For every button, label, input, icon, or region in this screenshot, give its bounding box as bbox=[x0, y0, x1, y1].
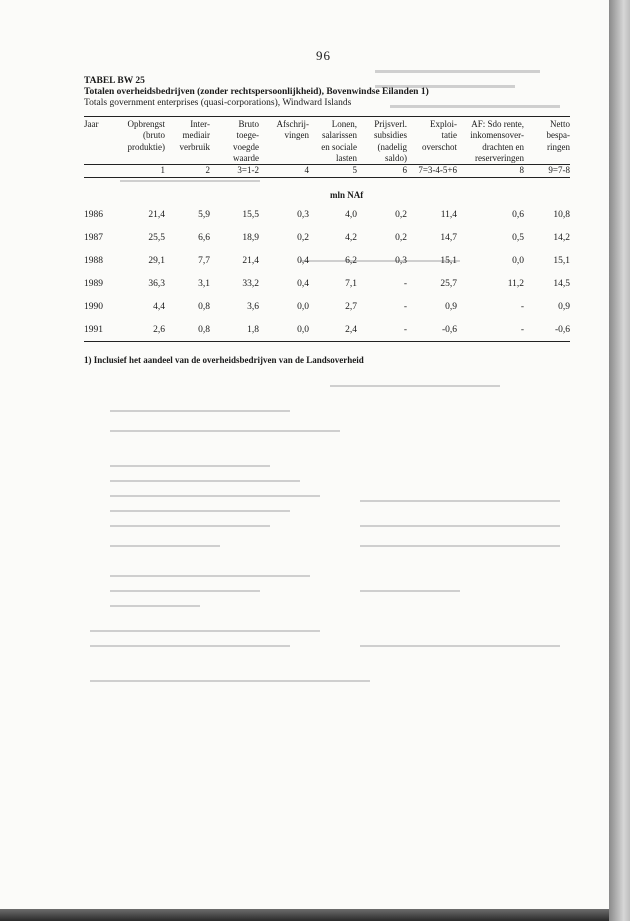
table-cell: 3,6 bbox=[247, 302, 259, 312]
column-number: 1 bbox=[160, 165, 165, 175]
table-cell: 0,9 bbox=[445, 302, 457, 312]
table-cell: 0,2 bbox=[395, 233, 407, 243]
table-cell: 0,9 bbox=[558, 302, 570, 312]
table-cell: 4,2 bbox=[345, 233, 357, 243]
table-cell: 14,7 bbox=[440, 233, 457, 243]
table-cell: 25,7 bbox=[440, 279, 457, 289]
table-cell: -0,6 bbox=[554, 325, 570, 335]
table-cell: 0,3 bbox=[395, 256, 407, 266]
table-cell: 3,1 bbox=[198, 279, 210, 289]
table-cell: 0,2 bbox=[297, 233, 309, 243]
table-cell: 6,6 bbox=[198, 233, 210, 243]
table-cell: 7,7 bbox=[198, 256, 210, 266]
table-cell: 21,4 bbox=[242, 256, 259, 266]
column-number: 7=3-4-5+6 bbox=[418, 165, 457, 175]
table-cell: 0,8 bbox=[198, 325, 210, 335]
page-bottom-shadow bbox=[0, 909, 609, 921]
table-cell: 6,2 bbox=[345, 256, 357, 266]
table-cell: 18,9 bbox=[242, 233, 259, 243]
table-cell: 15,5 bbox=[242, 210, 259, 220]
table-cell: 33,2 bbox=[242, 279, 259, 289]
header-intermediate-use: Inter- mediair verbruik bbox=[179, 119, 210, 152]
table-cell: - bbox=[403, 302, 407, 312]
row-year: 1989 bbox=[84, 279, 103, 289]
unit-label: mln NAf bbox=[330, 190, 364, 200]
table-cell: 10,8 bbox=[553, 210, 570, 220]
table-cell: 21,4 bbox=[148, 210, 165, 220]
column-number: 8 bbox=[519, 165, 524, 175]
table-cell: 2,6 bbox=[153, 325, 165, 335]
header-operating-surplus: Exploi- tatie overschot bbox=[422, 119, 457, 152]
table-bottom-rule bbox=[84, 341, 570, 342]
row-year: 1991 bbox=[84, 325, 103, 335]
header-price-subsidies: Prijsverl. subsidies (nadelig saldo) bbox=[373, 119, 407, 163]
table-cell: 0,3 bbox=[297, 210, 309, 220]
header-net-savings: Netto bespa- ringen bbox=[546, 119, 570, 152]
table-cell: -0,6 bbox=[441, 325, 457, 335]
table-cell: - bbox=[520, 302, 524, 312]
table-cell: 14,2 bbox=[553, 233, 570, 243]
table-cell: 0,0 bbox=[297, 302, 309, 312]
table-cell: 0,2 bbox=[395, 210, 407, 220]
column-number: 6 bbox=[402, 165, 407, 175]
column-number: 5 bbox=[352, 165, 357, 175]
column-number: 4 bbox=[304, 165, 309, 175]
header-gross-revenue: Opbrengst (bruto produktie) bbox=[127, 119, 165, 152]
table-cell: 0,6 bbox=[512, 210, 524, 220]
table-cell: 15,1 bbox=[553, 256, 570, 266]
row-year: 1986 bbox=[84, 210, 103, 220]
header-wages: Lonen, salarissen en sociale lasten bbox=[321, 119, 357, 163]
header-year: Jaar bbox=[84, 119, 99, 129]
table-cell: 0,4 bbox=[297, 256, 309, 266]
table-title-dutch: Totalen overheidsbedrijven (zonder rechtspersoonlijkheid), Bovenwindse Eilanden 1) bbox=[84, 87, 429, 97]
table-cell: 11,4 bbox=[440, 210, 457, 220]
column-number: 9=7-8 bbox=[548, 165, 570, 175]
table-cell: 29,1 bbox=[148, 256, 165, 266]
table-top-rule bbox=[84, 116, 570, 117]
table-cell: 15,1 bbox=[440, 256, 457, 266]
table-cell: - bbox=[520, 325, 524, 335]
header-gross-value-added: Bruto toege- voegde waarde bbox=[233, 119, 259, 163]
column-number: 2 bbox=[205, 165, 210, 175]
row-year: 1988 bbox=[84, 256, 103, 266]
header-net-transfers: AF: Sdo rente, inkomensover- drachten en reserveringen bbox=[470, 119, 524, 163]
column-number-rule bbox=[84, 177, 570, 178]
table-cell: - bbox=[403, 279, 407, 289]
table-cell: 0,5 bbox=[512, 233, 524, 243]
table-cell: 36,3 bbox=[148, 279, 165, 289]
table-cell: 7,1 bbox=[345, 279, 357, 289]
table-cell: 2,4 bbox=[345, 325, 357, 335]
table-cell: 1,8 bbox=[247, 325, 259, 335]
table-cell: 11,2 bbox=[507, 279, 524, 289]
table-cell: 25,5 bbox=[148, 233, 165, 243]
page-number: 96 bbox=[316, 48, 331, 63]
row-year: 1990 bbox=[84, 302, 103, 312]
table-cell: 2,7 bbox=[345, 302, 357, 312]
table-cell: 14,5 bbox=[553, 279, 570, 289]
table-cell: 0,0 bbox=[512, 256, 524, 266]
table-cell: - bbox=[403, 325, 407, 335]
header-depreciation: Afschrij- vingen bbox=[276, 119, 309, 141]
table-cell: 0,0 bbox=[297, 325, 309, 335]
page-edge-shadow bbox=[609, 0, 630, 921]
column-number: 3=1-2 bbox=[237, 165, 259, 175]
table-cell: 0,8 bbox=[198, 302, 210, 312]
table-title-english: Totals government enterprises (quasi-corporations), Windward Islands bbox=[84, 98, 352, 108]
table-cell: 0,4 bbox=[297, 279, 309, 289]
header-mid-rule bbox=[84, 164, 570, 165]
table-cell: 4,0 bbox=[345, 210, 357, 220]
table-cell: 4,4 bbox=[153, 302, 165, 312]
table-code: TABEL BW 25 bbox=[84, 76, 145, 86]
row-year: 1987 bbox=[84, 233, 103, 243]
table-cell: 5,9 bbox=[198, 210, 210, 220]
footnote: 1) Inclusief het aandeel van de overheidsbedrijven van de Landsoverheid bbox=[84, 355, 364, 365]
